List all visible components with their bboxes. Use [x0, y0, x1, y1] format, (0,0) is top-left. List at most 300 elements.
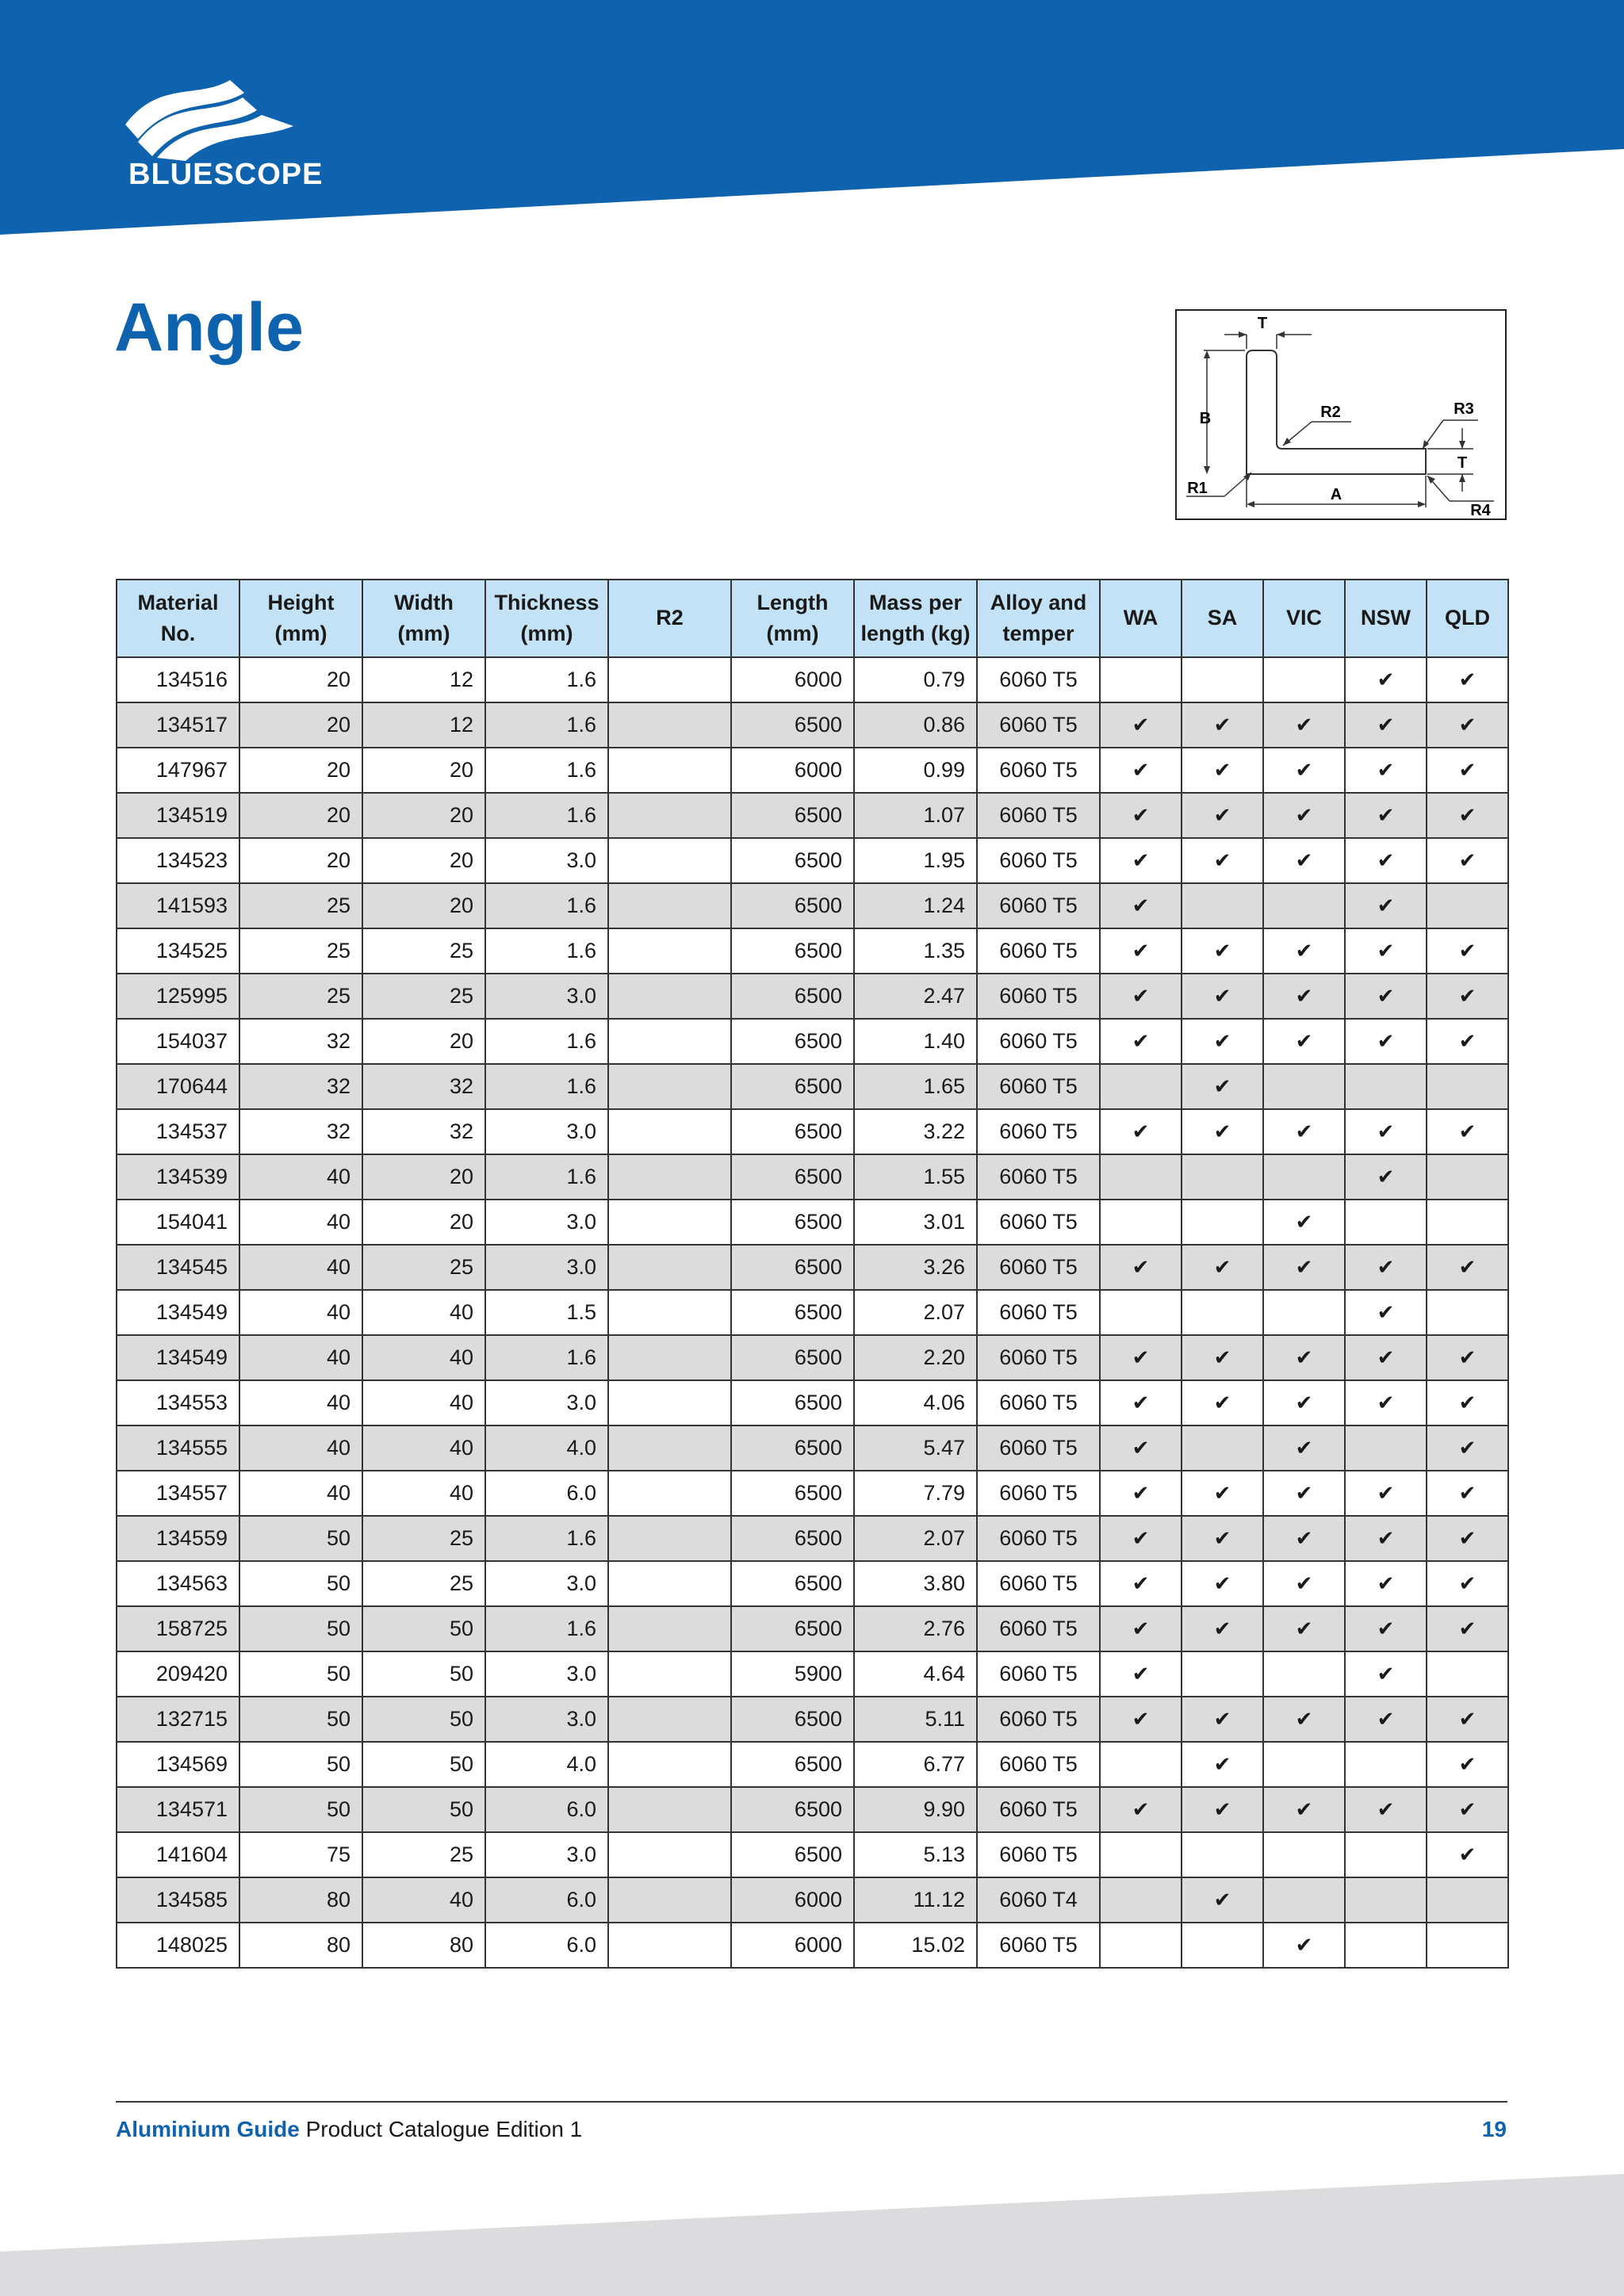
cell-thickness: 1.6 [485, 793, 608, 838]
cell-qld-availability [1427, 1832, 1508, 1877]
cell-r2 [608, 1290, 731, 1335]
cell-mass: 1.55 [854, 1154, 977, 1200]
cell-qld-availability [1427, 883, 1508, 928]
cell-alloy: 6060 T5 [977, 657, 1100, 702]
table-row [117, 1380, 1508, 1425]
cell-alloy: 6060 T5 [977, 1516, 1100, 1561]
cell-mass: 15.02 [854, 1923, 977, 1968]
cell-alloy: 6060 T5 [977, 1380, 1100, 1425]
cell-nsw-availability [1345, 657, 1427, 702]
cell-qld-availability [1427, 1471, 1508, 1516]
cell-qld-availability [1427, 1877, 1508, 1923]
cell-length: 6500 [731, 702, 854, 748]
cell-alloy: 6060 T5 [977, 1697, 1100, 1742]
cell-alloy: 6060 T5 [977, 1606, 1100, 1651]
cell-height: 40 [239, 1154, 362, 1200]
cell-wa-availability [1100, 1290, 1182, 1335]
check-icon: ✔ [1213, 803, 1231, 827]
check-icon: ✔ [1377, 1617, 1395, 1640]
check-icon: ✔ [1132, 1391, 1150, 1414]
cell-qld-availability [1427, 974, 1508, 1019]
cell-height: 32 [239, 1064, 362, 1109]
page-number: 19 [1481, 2117, 1507, 2141]
cell-material: 134555 [117, 1425, 239, 1471]
check-icon: ✔ [1213, 1617, 1231, 1640]
cell-material: 154041 [117, 1200, 239, 1245]
table-row [117, 793, 1508, 838]
cell-qld-availability [1427, 1335, 1508, 1380]
footer-brand: Aluminium Guide [116, 2117, 300, 2141]
cell-r2 [608, 657, 731, 702]
check-icon: ✔ [1377, 713, 1395, 737]
cell-alloy: 6060 T5 [977, 883, 1100, 928]
cell-qld-availability [1427, 1561, 1508, 1606]
table-row [117, 1064, 1508, 1109]
cell-width: 32 [362, 1064, 485, 1109]
cell-thickness: 4.0 [485, 1742, 608, 1787]
cell-sa-availability [1182, 1109, 1263, 1154]
check-icon: ✔ [1458, 1843, 1477, 1866]
check-icon: ✔ [1213, 1571, 1231, 1595]
cell-qld-availability [1427, 1200, 1508, 1245]
check-icon: ✔ [1295, 1436, 1313, 1460]
cell-qld-availability [1427, 1516, 1508, 1561]
cell-thickness: 1.6 [485, 1516, 608, 1561]
cell-thickness: 1.6 [485, 1019, 608, 1064]
cell-vic-availability [1263, 1832, 1345, 1877]
cell-r2 [608, 1516, 731, 1561]
cell-width: 40 [362, 1877, 485, 1923]
cell-length: 6500 [731, 1154, 854, 1200]
check-icon: ✔ [1377, 668, 1395, 691]
cell-width: 20 [362, 793, 485, 838]
cell-thickness: 6.0 [485, 1877, 608, 1923]
cell-width: 20 [362, 1200, 485, 1245]
check-icon: ✔ [1377, 1481, 1395, 1505]
cell-nsw-availability [1345, 748, 1427, 793]
cell-qld-availability [1427, 702, 1508, 748]
cell-sa-availability [1182, 1200, 1263, 1245]
cell-sa-availability [1182, 793, 1263, 838]
cell-vic-availability [1263, 1742, 1345, 1787]
cell-mass: 2.20 [854, 1335, 977, 1380]
cell-width: 20 [362, 883, 485, 928]
angle-spec-table [116, 579, 1509, 1969]
check-icon: ✔ [1132, 1797, 1150, 1821]
cell-height: 50 [239, 1742, 362, 1787]
cell-material: 134537 [117, 1109, 239, 1154]
cell-qld-availability [1427, 838, 1508, 883]
cell-height: 20 [239, 657, 362, 702]
cell-thickness: 3.0 [485, 838, 608, 883]
cell-qld-availability [1427, 1290, 1508, 1335]
cell-r2 [608, 974, 731, 1019]
check-icon: ✔ [1132, 1707, 1150, 1731]
col-header-length: Length (mm) [731, 580, 854, 657]
cell-mass: 5.13 [854, 1832, 977, 1877]
cell-mass: 2.07 [854, 1516, 977, 1561]
cell-length: 6500 [731, 1019, 854, 1064]
check-icon: ✔ [1132, 939, 1150, 962]
cell-material: 154037 [117, 1019, 239, 1064]
table-row [117, 1697, 1508, 1742]
cell-mass: 3.80 [854, 1561, 977, 1606]
cell-height: 50 [239, 1516, 362, 1561]
check-icon: ✔ [1377, 939, 1395, 962]
cell-wa-availability [1100, 1832, 1182, 1877]
check-icon: ✔ [1458, 713, 1477, 737]
cell-r2 [608, 793, 731, 838]
check-icon: ✔ [1132, 713, 1150, 737]
cell-r2 [608, 748, 731, 793]
check-icon: ✔ [1213, 1797, 1231, 1821]
check-icon: ✔ [1458, 1436, 1477, 1460]
cell-thickness: 6.0 [485, 1787, 608, 1832]
cell-width: 20 [362, 838, 485, 883]
wave-logo-icon [111, 75, 317, 163]
cell-material: 134549 [117, 1290, 239, 1335]
check-icon: ✔ [1295, 758, 1313, 782]
cell-sa-availability [1182, 702, 1263, 748]
cell-r2 [608, 928, 731, 974]
cell-vic-availability [1263, 1154, 1345, 1200]
check-icon: ✔ [1458, 1617, 1477, 1640]
cell-mass: 4.64 [854, 1651, 977, 1697]
check-icon: ✔ [1458, 1119, 1477, 1143]
check-icon: ✔ [1213, 1752, 1231, 1776]
table-row [117, 838, 1508, 883]
diagram-label-r1: R1 [1187, 480, 1208, 497]
cell-wa-availability [1100, 1742, 1182, 1787]
diagram-label-t-top: T [1257, 315, 1268, 332]
cell-width: 40 [362, 1335, 485, 1380]
check-icon: ✔ [1458, 1029, 1477, 1053]
check-icon: ✔ [1132, 1571, 1150, 1595]
footer-title [116, 2117, 582, 2142]
cell-nsw-availability [1345, 1832, 1427, 1877]
cell-alloy: 6060 T5 [977, 1787, 1100, 1832]
check-icon: ✔ [1213, 1391, 1231, 1414]
check-icon: ✔ [1295, 984, 1313, 1008]
cell-height: 80 [239, 1923, 362, 1968]
cell-nsw-availability [1345, 1742, 1427, 1787]
cell-nsw-availability [1345, 1787, 1427, 1832]
cell-alloy: 6060 T5 [977, 974, 1100, 1019]
table-row [117, 1651, 1508, 1697]
cell-wa-availability [1100, 748, 1182, 793]
cell-qld-availability [1427, 1154, 1508, 1200]
cell-width: 25 [362, 1561, 485, 1606]
col-header-width: Width (mm) [362, 580, 485, 657]
cell-mass: 6.77 [854, 1742, 977, 1787]
cell-length: 6500 [731, 838, 854, 883]
cell-wa-availability [1100, 1787, 1182, 1832]
table-row [117, 1154, 1508, 1200]
cell-mass: 1.40 [854, 1019, 977, 1064]
cell-qld-availability [1427, 1606, 1508, 1651]
check-icon: ✔ [1132, 1436, 1150, 1460]
cell-height: 25 [239, 883, 362, 928]
cell-height: 80 [239, 1877, 362, 1923]
check-icon: ✔ [1377, 1526, 1395, 1550]
check-icon: ✔ [1458, 1526, 1477, 1550]
cell-qld-availability [1427, 793, 1508, 838]
cell-material: 141593 [117, 883, 239, 928]
cell-sa-availability [1182, 1742, 1263, 1787]
cell-length: 6000 [731, 657, 854, 702]
cell-sa-availability [1182, 1335, 1263, 1380]
cell-nsw-availability [1345, 793, 1427, 838]
cell-nsw-availability [1345, 1335, 1427, 1380]
cell-vic-availability [1263, 1561, 1345, 1606]
cell-nsw-availability [1345, 1516, 1427, 1561]
cell-nsw-availability [1345, 838, 1427, 883]
cell-sa-availability [1182, 1245, 1263, 1290]
cell-length: 6500 [731, 928, 854, 974]
cell-sa-availability [1182, 1697, 1263, 1742]
cell-width: 40 [362, 1471, 485, 1516]
cell-alloy: 6060 T5 [977, 748, 1100, 793]
bluescope-logo[interactable] [111, 75, 324, 194]
cell-height: 32 [239, 1019, 362, 1064]
cell-mass: 3.26 [854, 1245, 977, 1290]
cell-vic-availability [1263, 702, 1345, 748]
table-header-row [117, 580, 1508, 657]
cell-sa-availability [1182, 1019, 1263, 1064]
cell-vic-availability [1263, 974, 1345, 1019]
cell-length: 6500 [731, 883, 854, 928]
check-icon: ✔ [1213, 1526, 1231, 1550]
cell-alloy: 6060 T5 [977, 1019, 1100, 1064]
check-icon: ✔ [1295, 1797, 1313, 1821]
cell-qld-availability [1427, 748, 1508, 793]
cell-mass: 1.95 [854, 838, 977, 883]
cell-height: 75 [239, 1832, 362, 1877]
cell-wa-availability [1100, 1877, 1182, 1923]
cell-r2 [608, 1335, 731, 1380]
cell-alloy: 6060 T5 [977, 1742, 1100, 1787]
check-icon: ✔ [1458, 668, 1477, 691]
check-icon: ✔ [1458, 939, 1477, 962]
cell-height: 40 [239, 1290, 362, 1335]
cell-alloy: 6060 T5 [977, 1561, 1100, 1606]
cell-height: 40 [239, 1425, 362, 1471]
cell-alloy: 6060 T5 [977, 1335, 1100, 1380]
table-row [117, 1742, 1508, 1787]
cell-thickness: 1.6 [485, 1154, 608, 1200]
cell-wa-availability [1100, 1651, 1182, 1697]
cell-length: 6500 [731, 793, 854, 838]
check-icon: ✔ [1295, 1391, 1313, 1414]
check-icon: ✔ [1132, 1345, 1150, 1369]
cell-mass: 0.79 [854, 657, 977, 702]
cell-material: 134557 [117, 1471, 239, 1516]
check-icon: ✔ [1458, 1707, 1477, 1731]
cell-vic-availability [1263, 1064, 1345, 1109]
table-row [117, 928, 1508, 974]
cell-wa-availability [1100, 1380, 1182, 1425]
check-icon: ✔ [1458, 1797, 1477, 1821]
cell-vic-availability [1263, 928, 1345, 974]
cell-nsw-availability [1345, 1877, 1427, 1923]
cell-alloy: 6060 T5 [977, 1290, 1100, 1335]
cell-thickness: 3.0 [485, 1380, 608, 1425]
cell-height: 40 [239, 1380, 362, 1425]
cell-height: 50 [239, 1787, 362, 1832]
cell-r2 [608, 1697, 731, 1742]
cell-length: 6500 [731, 1561, 854, 1606]
cell-material: 134585 [117, 1877, 239, 1923]
cell-wa-availability [1100, 974, 1182, 1019]
check-icon: ✔ [1132, 894, 1150, 917]
cell-nsw-availability [1345, 702, 1427, 748]
check-icon: ✔ [1132, 1119, 1150, 1143]
cell-vic-availability [1263, 1200, 1345, 1245]
cell-height: 40 [239, 1335, 362, 1380]
cell-r2 [608, 1019, 731, 1064]
cell-r2 [608, 1561, 731, 1606]
check-icon: ✔ [1377, 803, 1395, 827]
cell-wa-availability [1100, 1697, 1182, 1742]
cell-thickness: 3.0 [485, 1200, 608, 1245]
cell-wa-availability [1100, 1335, 1182, 1380]
cell-nsw-availability [1345, 1561, 1427, 1606]
cell-width: 40 [362, 1290, 485, 1335]
cell-vic-availability [1263, 1245, 1345, 1290]
cell-nsw-availability [1345, 928, 1427, 974]
cell-mass: 0.86 [854, 702, 977, 748]
angle-profile-diagram [1175, 309, 1507, 520]
cell-qld-availability [1427, 928, 1508, 974]
cell-width: 12 [362, 657, 485, 702]
check-icon: ✔ [1132, 1481, 1150, 1505]
check-icon: ✔ [1458, 1255, 1477, 1279]
cell-wa-availability [1100, 1154, 1182, 1200]
cell-vic-availability [1263, 1606, 1345, 1651]
cell-thickness: 1.6 [485, 883, 608, 928]
cell-material: 209420 [117, 1651, 239, 1697]
cell-mass: 1.07 [854, 793, 977, 838]
cell-sa-availability [1182, 748, 1263, 793]
cell-width: 25 [362, 974, 485, 1019]
cell-height: 40 [239, 1471, 362, 1516]
check-icon: ✔ [1377, 758, 1395, 782]
cell-wa-availability [1100, 928, 1182, 974]
cell-sa-availability [1182, 1561, 1263, 1606]
cell-qld-availability [1427, 1787, 1508, 1832]
check-icon: ✔ [1295, 803, 1313, 827]
cell-thickness: 3.0 [485, 974, 608, 1019]
cell-nsw-availability [1345, 1471, 1427, 1516]
check-icon: ✔ [1295, 939, 1313, 962]
cell-nsw-availability [1345, 1425, 1427, 1471]
check-icon: ✔ [1377, 1029, 1395, 1053]
check-icon: ✔ [1213, 1029, 1231, 1053]
cell-mass: 0.99 [854, 748, 977, 793]
table-row [117, 1200, 1508, 1245]
cell-thickness: 1.6 [485, 928, 608, 974]
cell-alloy: 6060 T5 [977, 1245, 1100, 1290]
cell-width: 25 [362, 1245, 485, 1290]
cell-thickness: 3.0 [485, 1832, 608, 1877]
cell-nsw-availability [1345, 1697, 1427, 1742]
cell-qld-availability [1427, 1425, 1508, 1471]
cell-nsw-availability [1345, 1380, 1427, 1425]
cell-sa-availability [1182, 1651, 1263, 1697]
cell-vic-availability [1263, 1425, 1345, 1471]
check-icon: ✔ [1295, 848, 1313, 872]
cell-alloy: 6060 T5 [977, 1154, 1100, 1200]
table-row [117, 1335, 1508, 1380]
cell-width: 50 [362, 1606, 485, 1651]
cell-mass: 3.01 [854, 1200, 977, 1245]
cell-nsw-availability [1345, 1064, 1427, 1109]
table-row [117, 1923, 1508, 1968]
col-header-qld: QLD [1427, 580, 1508, 657]
page-title: Angle [114, 289, 304, 365]
check-icon: ✔ [1295, 1571, 1313, 1595]
cell-alloy: 6060 T5 [977, 1651, 1100, 1697]
check-icon: ✔ [1377, 1797, 1395, 1821]
cell-vic-availability [1263, 1109, 1345, 1154]
cell-material: 134523 [117, 838, 239, 883]
check-icon: ✔ [1377, 894, 1395, 917]
cell-mass: 1.24 [854, 883, 977, 928]
cell-alloy: 6060 T5 [977, 838, 1100, 883]
col-header-sa: SA [1182, 580, 1263, 657]
cell-vic-availability [1263, 838, 1345, 883]
cell-alloy: 6060 T5 [977, 793, 1100, 838]
cell-width: 50 [362, 1787, 485, 1832]
cell-length: 6500 [731, 1380, 854, 1425]
check-icon: ✔ [1458, 1391, 1477, 1414]
cell-r2 [608, 838, 731, 883]
check-icon: ✔ [1377, 848, 1395, 872]
cell-thickness: 3.0 [485, 1561, 608, 1606]
diagram-label-r4: R4 [1470, 502, 1491, 519]
cell-sa-availability [1182, 1290, 1263, 1335]
table-row [117, 1606, 1508, 1651]
cell-length: 6500 [731, 1742, 854, 1787]
cell-sa-availability [1182, 928, 1263, 974]
cell-length: 6500 [731, 1425, 854, 1471]
table-row [117, 702, 1508, 748]
cell-sa-availability [1182, 657, 1263, 702]
cell-height: 20 [239, 748, 362, 793]
cell-r2 [608, 1606, 731, 1651]
cell-height: 40 [239, 1245, 362, 1290]
cell-width: 80 [362, 1923, 485, 1968]
check-icon: ✔ [1132, 984, 1150, 1008]
check-icon: ✔ [1377, 1345, 1395, 1369]
cell-sa-availability [1182, 1787, 1263, 1832]
table-row [117, 1832, 1508, 1877]
cell-width: 25 [362, 928, 485, 974]
cell-material: 158725 [117, 1606, 239, 1651]
check-icon: ✔ [1377, 1707, 1395, 1731]
cell-length: 6500 [731, 1109, 854, 1154]
cell-vic-availability [1263, 748, 1345, 793]
cell-alloy: 6060 T4 [977, 1877, 1100, 1923]
check-icon: ✔ [1377, 1662, 1395, 1686]
cell-sa-availability [1182, 974, 1263, 1019]
cell-wa-availability [1100, 1425, 1182, 1471]
diagram-label-r2: R2 [1320, 404, 1341, 421]
cell-thickness: 3.0 [485, 1651, 608, 1697]
cell-length: 6500 [731, 1606, 854, 1651]
cell-height: 40 [239, 1200, 362, 1245]
cell-r2 [608, 1380, 731, 1425]
